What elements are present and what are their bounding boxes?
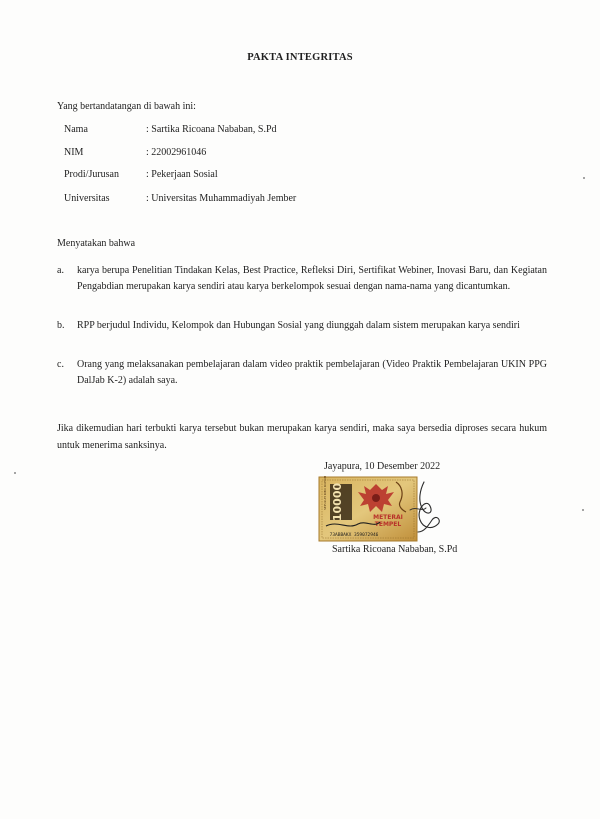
- declares-heading: Menyatakan bahwa: [57, 238, 136, 249]
- scan-speck: [583, 177, 585, 179]
- item-text: Orang yang melaksanakan pembelajaran dalam video praktik pembelajaran (Video Praktik Pembelajaran UKIN PPG DalJab K-2) adalah saya.: [77, 359, 547, 386]
- identity-label: NIM: [64, 147, 84, 158]
- scan-speck: [14, 472, 16, 474]
- identity-label: Universitas: [64, 193, 110, 204]
- item-marker: a.: [57, 265, 64, 276]
- identity-value: : Universitas Muhammadiyah Jember: [146, 193, 297, 204]
- identity-value: : Pekerjaan Sosial: [146, 169, 218, 180]
- stamp-serial: 73ABBAKX 359072946: [329, 533, 379, 538]
- identity-label: Prodi/Jurusan: [64, 169, 119, 180]
- scan-speck: [582, 509, 584, 511]
- signer-name: Sartika Ricoana Nababan, S.Pd: [332, 544, 458, 555]
- item-text: karya berupa Penelitian Tindakan Kelas, Best Practice, Refleksi Diri, Sertifikat Webiner, Inovasi Baru, dan Kegiatan Pengabdian merupakan karya sendiri atau karya berkelompok sesuai dengan nama-nama yang dicantumkan.: [77, 265, 547, 292]
- declaration-item-c: [57, 357, 547, 391]
- item-text: RPP berjudul Individu, Kelompok dan Hubungan Sosial yang diunggah dalam sistem merupakan karya sendiri: [77, 320, 520, 331]
- declaration-item-a: [57, 263, 547, 313]
- place-date: Jayapura, 10 Desember 2022: [324, 461, 441, 472]
- item-marker: c.: [57, 359, 64, 370]
- identity-label: Nama: [64, 124, 88, 135]
- signature-icon: [396, 480, 446, 536]
- document-title: PAKTA INTEGRITAS: [247, 52, 353, 63]
- declaration-item-b: [57, 318, 547, 352]
- identity-value: : Sartika Ricoana Nababan, S.Pd: [146, 124, 277, 135]
- stamp-line1: METERAI: [373, 514, 403, 521]
- closing-statement: Jika dikemudian hari terbukti karya tersebut bukan merupakan karya sendiri, maka saya bersedia diproses secara hukum untuk menerima sanksinya.: [57, 423, 547, 451]
- identity-value: : 22002961046: [146, 147, 207, 158]
- intro-text: Yang bertandatangan di bawah ini:: [57, 101, 196, 112]
- stamp-line2: TEMPEL: [374, 521, 402, 528]
- stamp-side-text: SEPULUH RIBU RUPIAH: [323, 476, 327, 510]
- item-marker: b.: [57, 320, 65, 331]
- stamp-value: 10000: [331, 482, 344, 522]
